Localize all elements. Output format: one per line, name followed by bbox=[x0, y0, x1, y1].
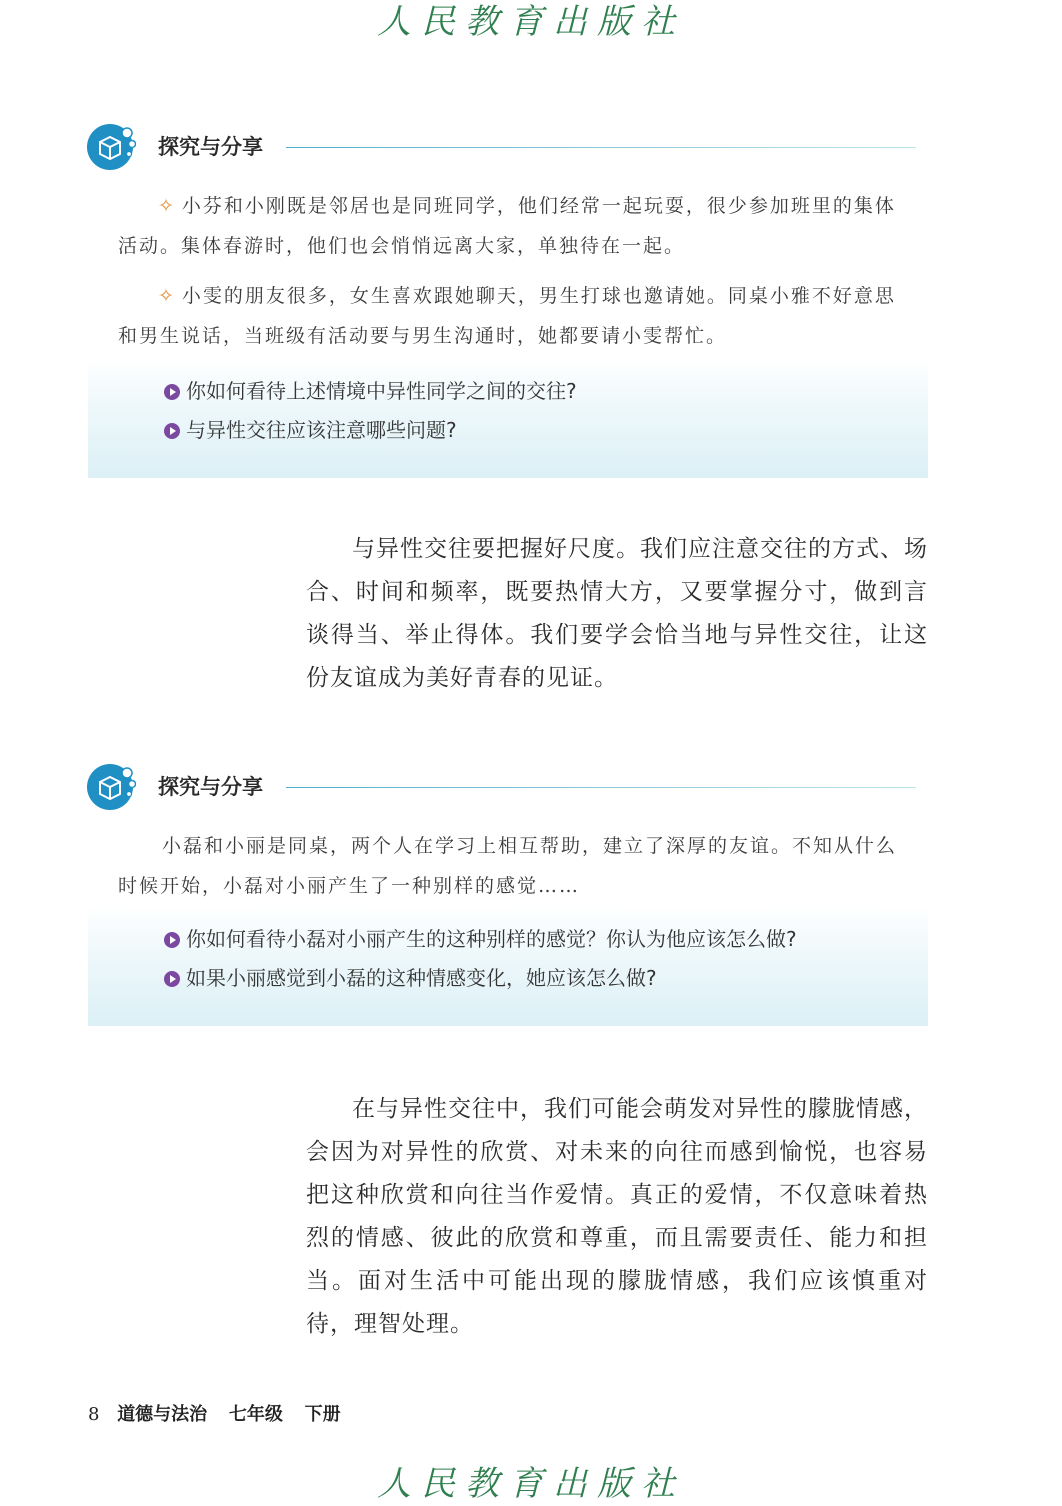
section-divider bbox=[286, 147, 916, 148]
play-bullet-icon bbox=[164, 384, 180, 400]
case-paragraph bbox=[118, 186, 908, 266]
book-title: 道德与法治 bbox=[117, 1404, 208, 1425]
question-text: 你如何看待上述情境中异性同学之间的交往? bbox=[186, 379, 577, 403]
play-bullet-icon bbox=[164, 932, 180, 948]
section-title: 探究与分享 bbox=[158, 135, 263, 159]
page-number: 8 bbox=[88, 1404, 100, 1425]
page-footer bbox=[88, 1402, 357, 1428]
question-text: 你如何看待小磊对小丽产生的这种别样的感觉？你认为他应该怎么做? bbox=[186, 927, 797, 951]
case-paragraph: 小磊和小丽是同桌，两个人在学习上相互帮助，建立了深厚的友谊。不知从什么时候开始，小磊对小丽产生了一种别样的感觉…… bbox=[118, 835, 898, 897]
volume-label: 下册 bbox=[304, 1404, 341, 1425]
grade-label: 七年级 bbox=[228, 1404, 283, 1425]
cube-bubbles-icon bbox=[86, 762, 136, 812]
question-text: 如果小丽感觉到小磊的这种情感变化，她应该怎么做? bbox=[186, 966, 657, 990]
question-box-2 bbox=[88, 906, 928, 1026]
case-text: 小芬和小刚既是邻居也是同班同学，他们经常一起玩耍，很少参加班里的集体活动。集体春游时，他们也会悄悄远离大家，单独待在一起。 bbox=[118, 195, 896, 257]
body-paragraph-2: 在与异性交往中，我们可能会萌发对异性的朦胧情感，会因为对异性的欣赏、对未来的向往而感到愉悦，也容易把这种欣赏和向往当作爱情。真正的爱情，不仅意味着热烈的情感、彼此的欣赏和尊重，而且需要责任、能力和担当。面对生活中可能出现的朦胧情感，我们应该慎重对待，理智处理。 bbox=[306, 1096, 928, 1337]
question-item bbox=[164, 376, 577, 406]
diamond-icon: ✧ bbox=[158, 285, 176, 307]
question-item bbox=[164, 415, 457, 445]
section-title: 探究与分享 bbox=[158, 775, 263, 799]
question-box-1 bbox=[88, 358, 928, 478]
publisher-logo-bottom: 人民教育出版社 bbox=[377, 1464, 685, 1504]
cube-bubbles-icon bbox=[86, 122, 136, 172]
question-item bbox=[164, 924, 797, 954]
diamond-icon: ✧ bbox=[158, 195, 176, 217]
section-header-1 bbox=[86, 122, 916, 174]
body-paragraph-1: 与异性交往要把握好尺度。我们应注意交往的方式、场合、时间和频率，既要热情大方，又要掌握分寸，做到言谈得当、举止得体。我们要学会恰当地与异性交往，让这份友谊成为美好青春的见证。 bbox=[306, 536, 928, 691]
section-divider bbox=[286, 787, 916, 788]
section-header-2 bbox=[86, 762, 916, 814]
play-bullet-icon bbox=[164, 423, 180, 439]
play-bullet-icon bbox=[164, 971, 180, 987]
case-paragraph bbox=[118, 276, 908, 356]
case-text: 小雯的朋友很多，女生喜欢跟她聊天，男生打球也邀请她。同桌小雅不好意思和男生说话，当班级有活动要与男生沟通时，她都要请小雯帮忙。 bbox=[118, 285, 896, 347]
question-item bbox=[164, 963, 657, 993]
question-text: 与异性交往应该注意哪些问题? bbox=[186, 418, 457, 442]
publisher-logo-top: 人民教育出版社 bbox=[377, 2, 685, 42]
